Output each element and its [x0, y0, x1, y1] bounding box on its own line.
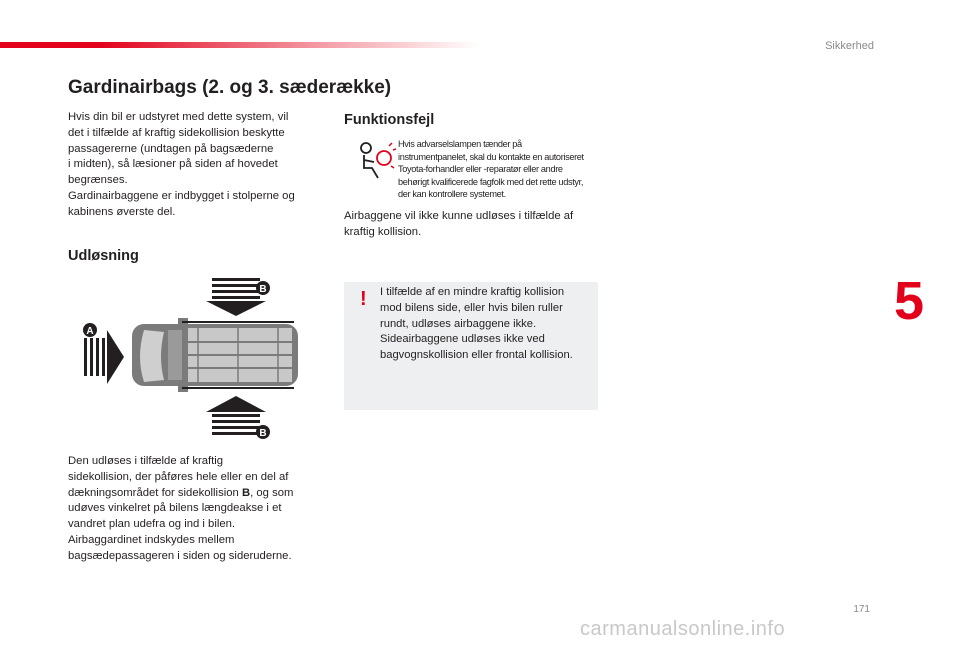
funktionsfejl-heading: Funktionsfejl: [344, 112, 435, 128]
desc-bold-b: B: [241, 486, 251, 499]
desc-line: Den udløses i tilfælde af kraftig: [68, 455, 224, 467]
desc-line: udøves vinkelret på bilens længdeakse i et: [68, 502, 282, 515]
desc-line: Airbaggardinet indskydes mellem: [68, 533, 235, 546]
warning-line: instrumentpanelet, skal du kontakte en autoriseret: [398, 151, 584, 162]
page-number: 171: [853, 604, 870, 615]
exclamation-icon: !: [360, 288, 367, 310]
consequence-line: kraftig kollision.: [344, 225, 422, 238]
desc-line: vandret plan udefra og ind i bilen.: [68, 518, 236, 531]
intro-line: i midten), så læsioner på siden af hovedet: [68, 158, 278, 171]
intro-line: Gardinairbaggene er indbygget i stolperne og: [68, 189, 295, 202]
warning-lamp-text: [398, 138, 604, 201]
airbag-warning-icon: [356, 140, 396, 180]
intro-paragraph: [68, 110, 318, 221]
malfunction-consequence-text: [344, 209, 594, 241]
chapter-number: 5: [894, 271, 925, 331]
deployment-description: [68, 454, 318, 565]
intro-line: Hvis din bil er udstyret med dette system, vil: [68, 111, 289, 123]
notice-line: rundt, udløses airbaggene ikke.: [380, 317, 537, 330]
intro-line: det i tilfælde af kraftig sidekollision beskytte: [68, 126, 285, 139]
notice-line: mod bilens side, eller hvis bilen ruller: [380, 301, 563, 314]
desc-line: bagsædepassageren i siden og sideruderne.: [68, 549, 292, 562]
notice-line: Sideairbaggene udløses ikke ved: [380, 333, 545, 346]
intro-line: passagererne (undtagen på bagsæderne: [68, 142, 274, 155]
intro-line: begrænses.: [68, 174, 128, 187]
header-accent-bar: [0, 42, 480, 48]
warning-line: behørigt kvalificerede fagfolk med det rette udstyr,: [398, 176, 584, 187]
desc-line: sidekollision, der påføres hele eller en del af: [68, 470, 289, 483]
desc-line: , og som: [250, 486, 294, 499]
watermark: carmanualsonline.info: [580, 618, 786, 640]
notice-text: [380, 285, 586, 364]
notice-line: I tilfælde af en mindre kraftig kollision: [380, 286, 565, 298]
impact-arrow-left: [84, 330, 124, 384]
impact-arrow-top: [206, 278, 266, 316]
label-b-top: B: [259, 284, 267, 295]
warning-line: der kan kontrollere systemet.: [398, 189, 506, 200]
warning-line: Hvis advarselslampen tænder på: [398, 139, 522, 149]
desc-line: dækningsområdet for sidekollision: [68, 486, 242, 499]
intro-line: kabinens øverste del.: [68, 205, 176, 218]
vehicle-top-view: [132, 318, 298, 392]
consequence-line: Airbaggene vil ikke kunne udløses i tilfælde af: [344, 210, 574, 222]
notice-line: bagvognskollision eller frontal kollision.: [380, 349, 573, 362]
udlosning-heading: Udløsning: [68, 248, 139, 264]
label-b-bottom: B: [259, 428, 267, 439]
label-a: A: [86, 326, 94, 337]
notice-box: [344, 282, 598, 410]
side-collision-diagram: [78, 272, 308, 444]
page-title: Gardinairbags (2. og 3. sæderække): [68, 77, 392, 98]
section-label: Sikkerhed: [825, 40, 874, 52]
warning-line: Toyota-forhandler eller -reparatør eller andre: [398, 164, 563, 175]
